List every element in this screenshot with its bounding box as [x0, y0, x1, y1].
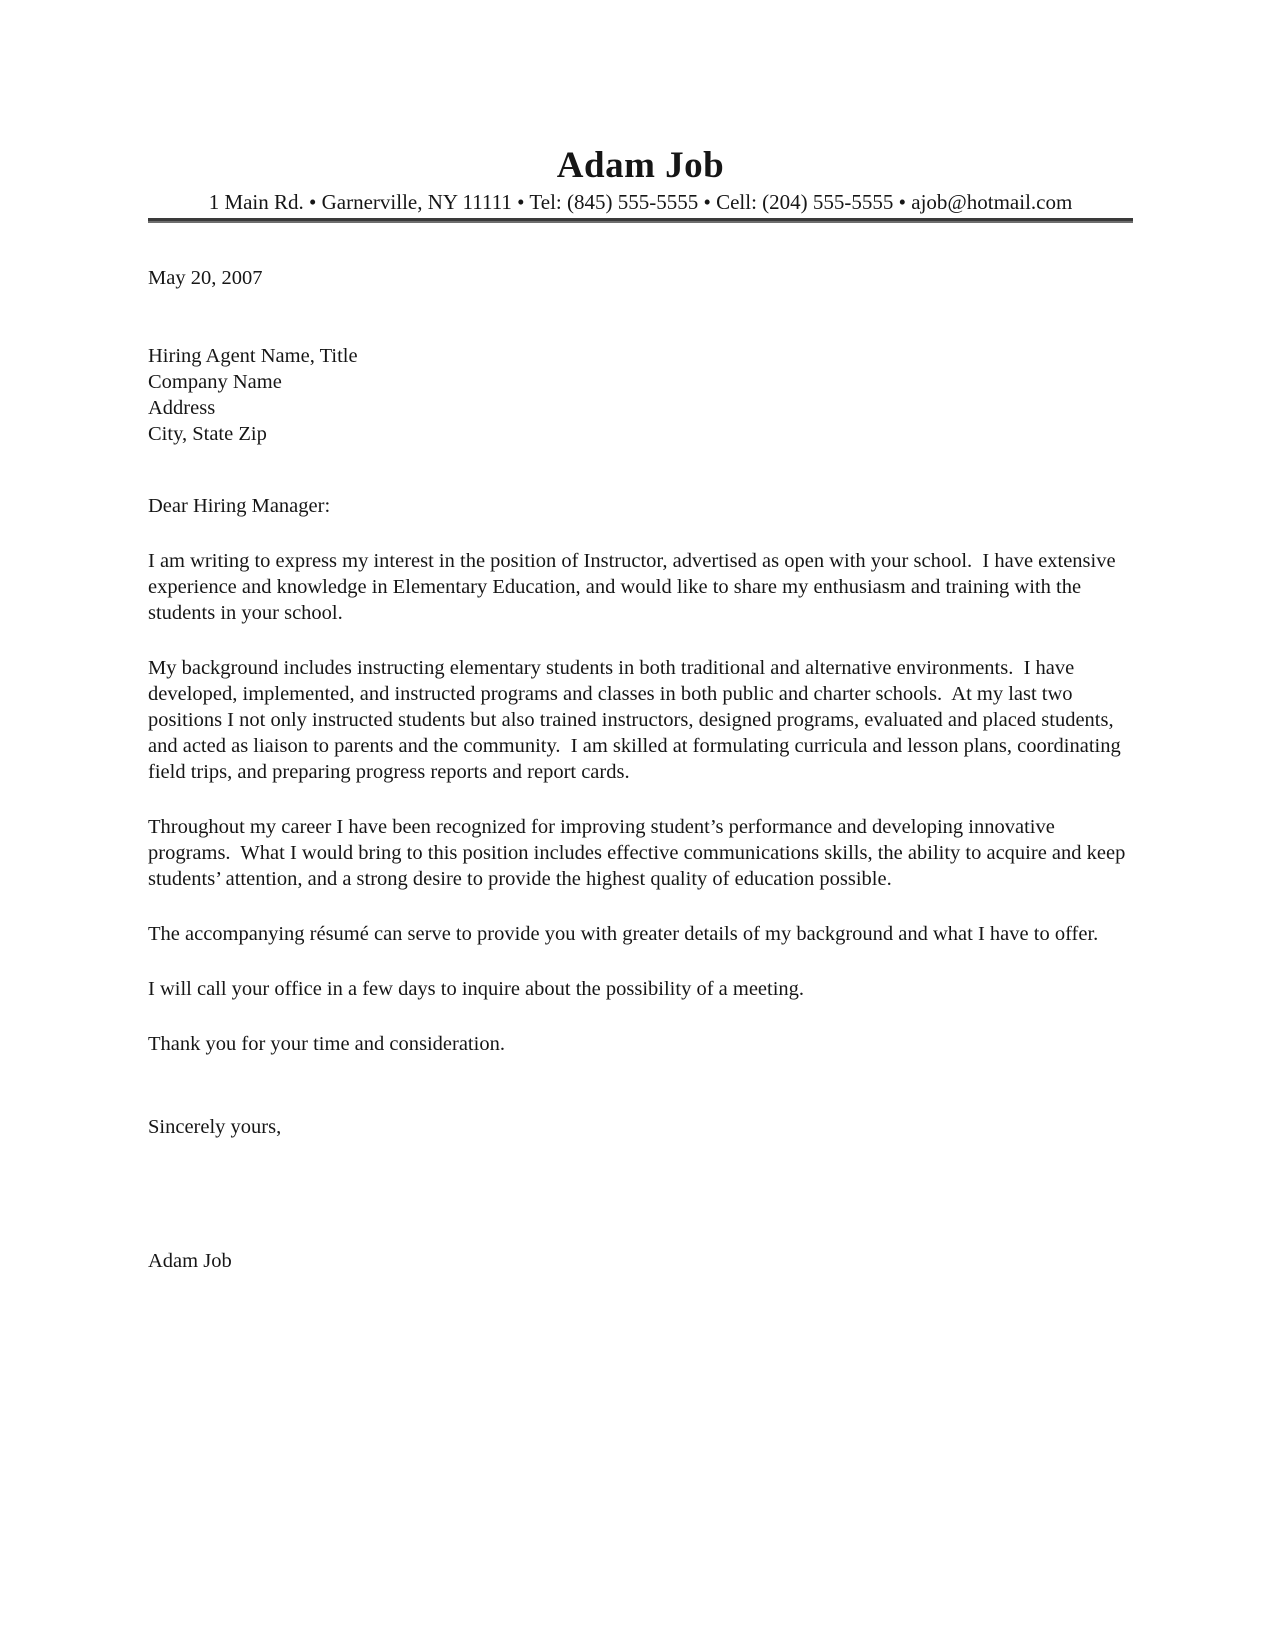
- recipient-line-city-state-zip: City, State Zip: [148, 423, 267, 445]
- recipient-block: [148, 343, 1133, 447]
- recipient-line-name: Hiring Agent Name, Title: [148, 345, 358, 367]
- contact-line: 1 Main Rd. • Garnerville, NY 11111 • Tel: (845) 555-5555 • Cell: (204) 555-5555 • ajob@hotmail.com: [208, 190, 1073, 214]
- paragraph-intro: I am writing to express my interest in the position of Instructor, advertised as open with your school. I have extensive experience and knowledge in Elementary Education, and would like to share my enthusiasm and training with the students in your school.: [148, 550, 1121, 624]
- paragraph-achievements: Throughout my career I have been recognized for improving student’s performance and developing innovative programs. What I would bring to this position includes effective communications skills, the ability to acquire and keep students’ attention, and a strong desire to provide the highest quality of education possible.: [148, 816, 1131, 890]
- salutation: Dear Hiring Manager:: [148, 495, 331, 517]
- closing: Sincerely yours,: [148, 1116, 282, 1138]
- paragraph-background: My background includes instructing elementary students in both traditional and alternative environments. I have developed, implemented, and instructed programs and classes in both public and charter schools. At my last two positions I not only instructed students but also trained instructors, designed programs, evaluated and placed students, and acted as liaison to parents and the community. I am skilled at formulating curricula and lesson plans, coordinating field trips, and preparing progress reports and report cards.: [148, 657, 1126, 783]
- letter-header: [148, 143, 1133, 223]
- date-line: May 20, 2007: [148, 267, 263, 289]
- recipient-line-address: Address: [148, 397, 216, 419]
- sender-name: Adam Job: [556, 145, 725, 186]
- paragraph-thanks: Thank you for your time and consideration.: [148, 1033, 505, 1055]
- signature-name: Adam Job: [148, 1250, 232, 1272]
- paragraph-follow-up: I will call your office in a few days to inquire about the possibility of a meeting.: [148, 978, 805, 1000]
- header-rule: [148, 218, 1133, 223]
- paragraph-resume: The accompanying résumé can serve to provide you with greater details of my background and what I have to offer.: [148, 923, 1099, 945]
- recipient-line-company: Company Name: [148, 371, 282, 393]
